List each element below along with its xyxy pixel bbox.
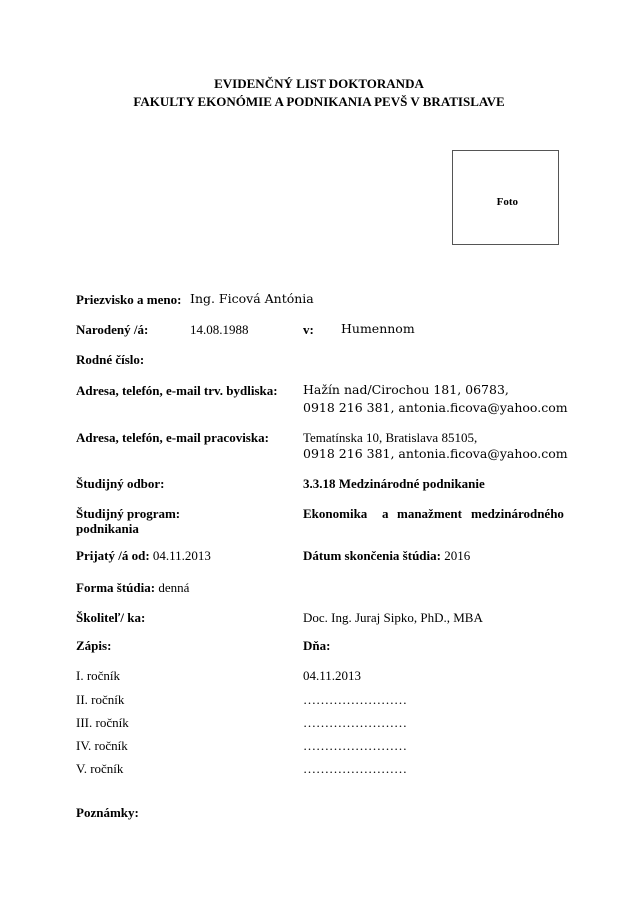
- address-perm-label: Adresa, telefón, e-mail trv. bydliska:: [76, 383, 278, 398]
- field-value: 3.3.18 Medzinárodné podnikanie: [303, 476, 485, 491]
- enroll-date-label: Dňa:: [303, 638, 331, 653]
- program-word-1: Ekonomika: [303, 506, 368, 521]
- photo-box: [452, 150, 559, 245]
- name-label: Priezvisko a meno:: [76, 292, 182, 307]
- enroll-label: Zápis:: [76, 638, 112, 653]
- birth-place: Humennom: [341, 321, 415, 336]
- supervisor-value: Doc. Ing. Juraj Sipko, PhD., MBA: [303, 610, 483, 625]
- program-label: Študijný program:: [76, 506, 181, 521]
- birth-place-label: v:: [303, 322, 314, 337]
- address-perm-line2: 0918 216 381, antonia.ficova@yahoo.com: [303, 400, 568, 415]
- year-row-3-value: ……………………: [303, 715, 407, 730]
- admitted-label: Prijatý /á od:: [76, 548, 150, 563]
- birth-label: Narodený /á:: [76, 322, 149, 337]
- year-row-5-label: V. ročník: [76, 761, 124, 776]
- notes-label: Poznámky:: [76, 805, 139, 820]
- birth-date: 14.08.1988: [190, 322, 249, 337]
- program-word-3: manažment: [397, 506, 462, 521]
- photo-label: Foto: [496, 196, 518, 208]
- supervisor-label: Školiteľ/ ka:: [76, 610, 146, 625]
- admitted-value: 04.11.2013: [152, 548, 211, 563]
- year-row-4-label: IV. ročník: [76, 738, 128, 753]
- program-word-4: medzinárodného: [471, 506, 564, 521]
- end-value: 2016: [444, 548, 471, 563]
- address-work-line1: Tematínska 10, Bratislava 85105,: [303, 430, 478, 445]
- year-row-3-label: III. ročník: [76, 715, 129, 730]
- year-row-1-value: 04.11.2013: [303, 668, 362, 683]
- end-label: Dátum skončenia štúdia:: [303, 548, 441, 563]
- year-row-4-value: ……………………: [303, 738, 407, 753]
- form-value: denná: [158, 580, 190, 595]
- year-row-2-value: ……………………: [303, 692, 407, 707]
- year-row-1-label: I. ročník: [76, 668, 121, 683]
- form-row: [76, 580, 189, 596]
- program-word-2: a: [382, 506, 389, 521]
- end-row: [303, 548, 470, 564]
- field-label: Študijný odbor:: [76, 476, 165, 491]
- form-label: Forma štúdia:: [76, 580, 156, 595]
- rc-label: Rodné číslo:: [76, 352, 145, 367]
- year-row-2-label: II. ročník: [76, 692, 125, 707]
- name-value: Ing. Ficová Antónia: [190, 291, 314, 306]
- program-continuation: podnikania: [76, 521, 139, 536]
- year-row-5-value: ……………………: [303, 761, 407, 776]
- admitted-row: [76, 548, 211, 564]
- address-work-line2: 0918 216 381, antonia.ficova@yahoo.com: [303, 446, 568, 461]
- address-work-label: Adresa, telefón, e-mail pracoviska:: [76, 430, 269, 445]
- document-title: EVIDENČNÝ LIST DOKTORANDA: [214, 76, 424, 91]
- document-subtitle: FAKULTY EKONÓMIE A PODNIKANIA PEVŠ V BRATISLAVE: [133, 94, 505, 109]
- address-perm-line1: Hažín nad/Cirochou 181, 06783,: [303, 382, 509, 397]
